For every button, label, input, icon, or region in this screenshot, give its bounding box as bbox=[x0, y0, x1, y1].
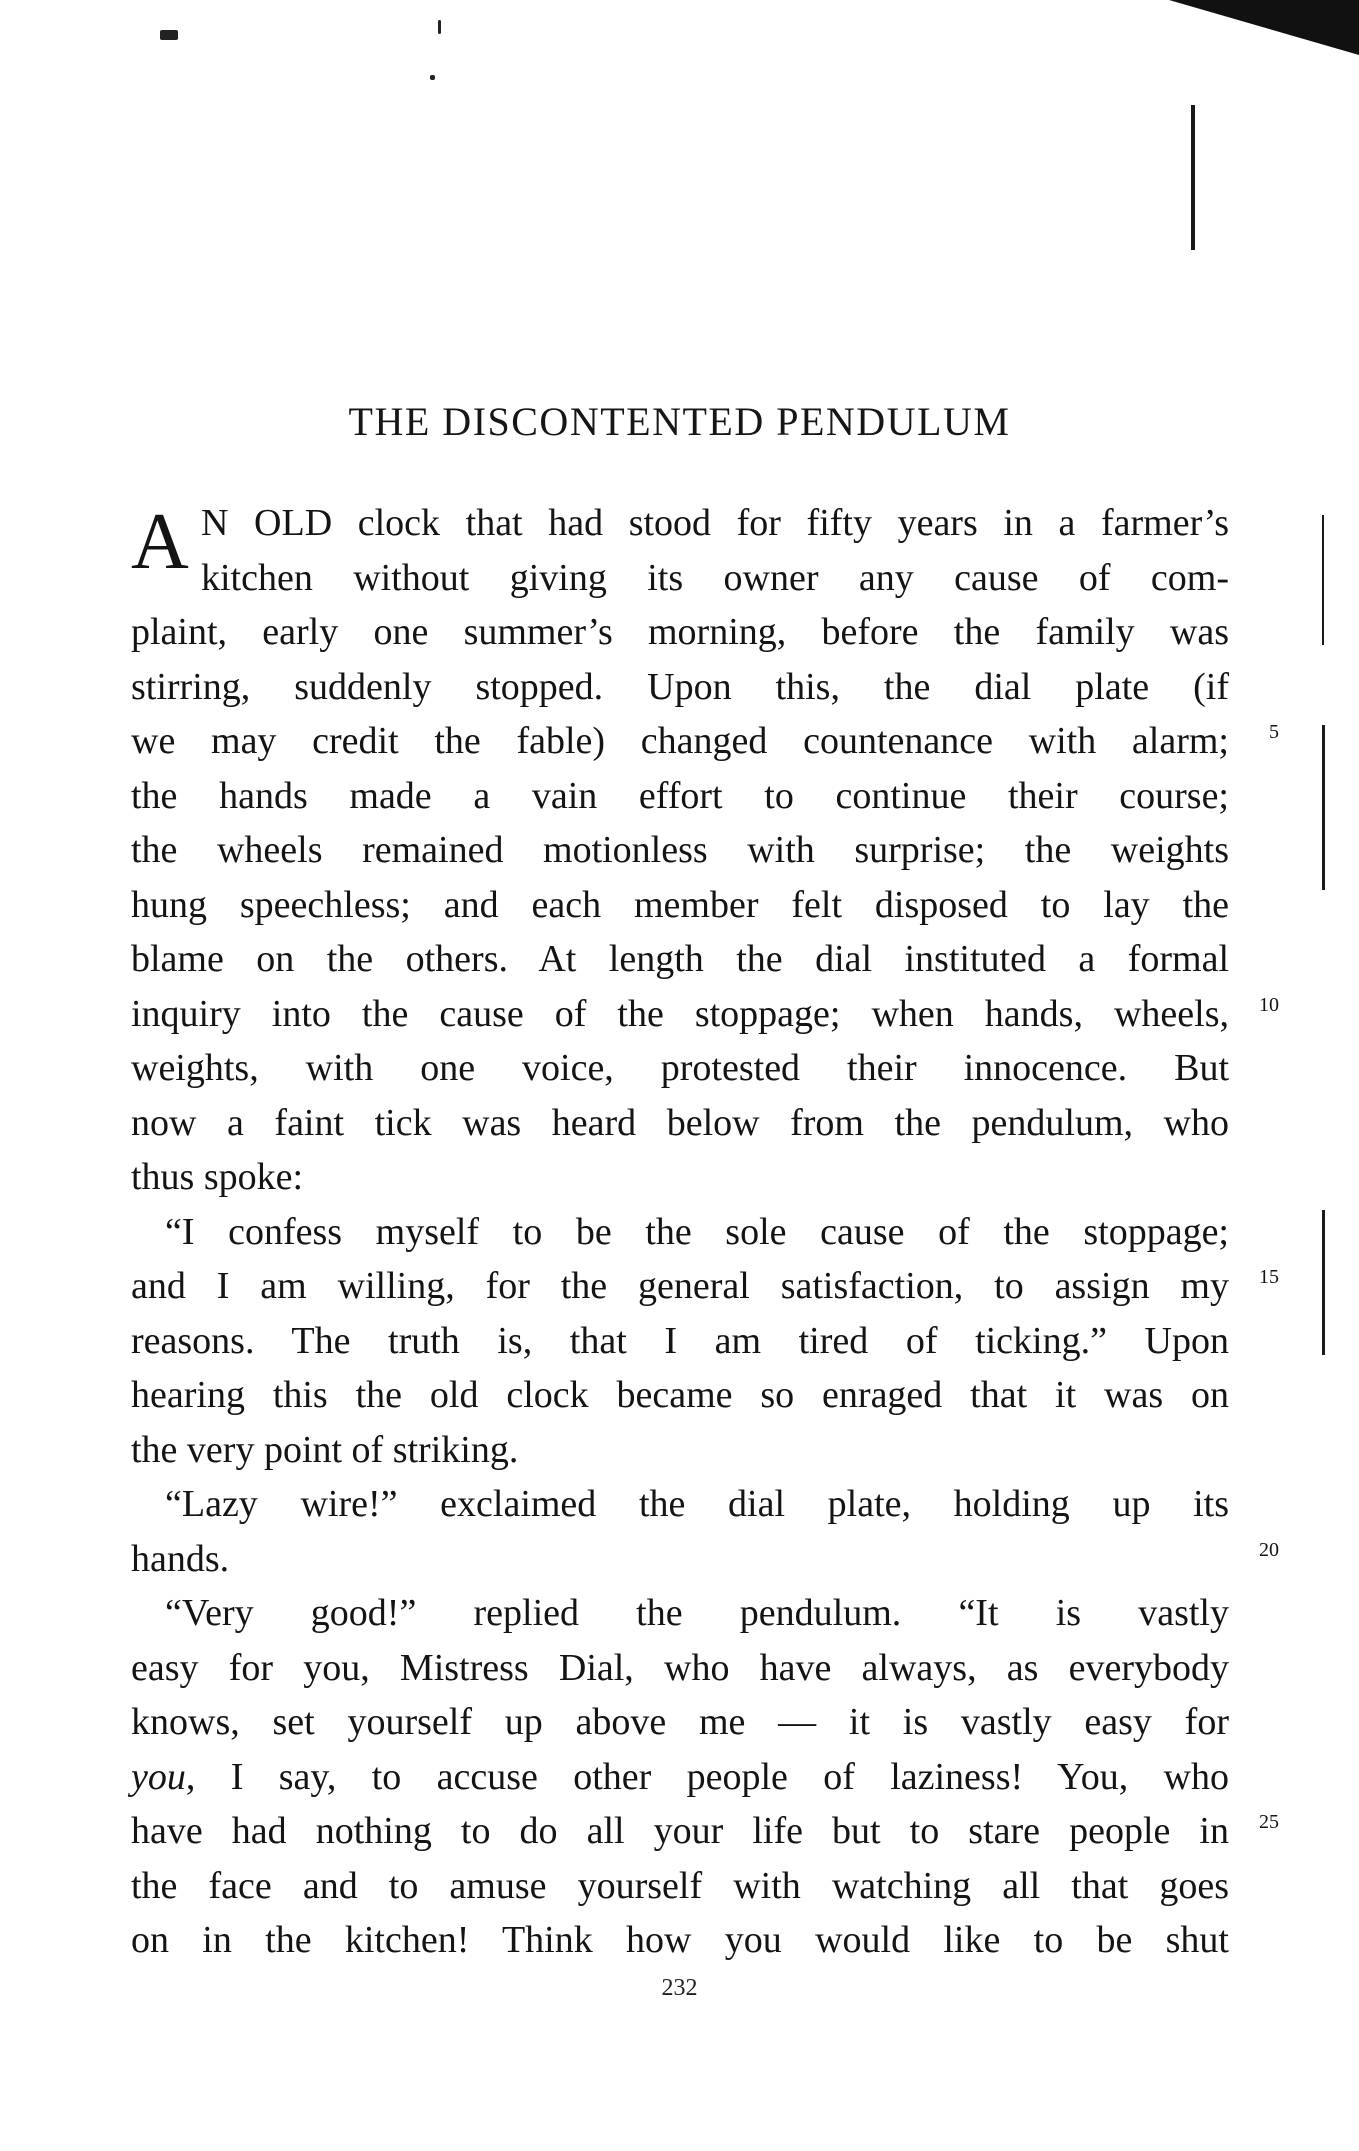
text-line: the face and to amuse yourself with watching all that goes bbox=[131, 1864, 1229, 1907]
scan-speck bbox=[160, 30, 178, 40]
scan-margin-mark bbox=[1191, 105, 1195, 250]
text-line: “I confess myself to be the sole cause of the stoppage; bbox=[165, 1210, 1229, 1253]
text-line: hands. 20 bbox=[131, 1537, 1279, 1580]
text-line: kitchen without giving its owner any cause of com- bbox=[201, 556, 1229, 599]
line-number: 5 bbox=[1269, 721, 1279, 743]
text-line: stirring, suddenly stopped. Upon this, the dial plate (if bbox=[131, 665, 1229, 708]
scan-speck bbox=[430, 75, 435, 80]
text-line: have had nothing to do all your life but to stare people in 25 bbox=[131, 1810, 1279, 1852]
text-line: weights, with one voice, protested their innocence. But bbox=[131, 1047, 1229, 1089]
text-line: easy for you, Mistress Dial, who have always, as everybody bbox=[131, 1646, 1229, 1689]
chapter-title: THE DISCONTENTED PENDULUM bbox=[348, 399, 1011, 444]
text-line: the hands made a vain effort to continue their course; bbox=[131, 774, 1229, 817]
line-number: 15 bbox=[1259, 1266, 1279, 1288]
text-line: now a faint tick was heard below from the pendulum, who bbox=[131, 1101, 1229, 1144]
text-line: we may credit the fable) changed countenance with alarm; 5 bbox=[131, 720, 1279, 762]
margin-rule bbox=[1322, 1210, 1325, 1355]
text-line: reasons. The truth is, that I am tired of ticking.” Upon bbox=[131, 1319, 1229, 1362]
margin-rule bbox=[1322, 725, 1325, 890]
text-line: on in the kitchen! Think how you would like to be shut bbox=[131, 1919, 1229, 1961]
text-line: hearing this the old clock became so enraged that it was on bbox=[131, 1374, 1229, 1416]
drop-cap: A bbox=[131, 498, 189, 586]
text-line: hung speechless; and each member felt disposed to lay the bbox=[131, 883, 1229, 926]
scan-corner-shadow bbox=[1169, 0, 1359, 55]
line-number: 20 bbox=[1259, 1538, 1279, 1561]
text-line: blame on the others. At length the dial instituted a formal bbox=[131, 938, 1229, 980]
text-line: inquiry into the cause of the stoppage; when hands, wheels, 10 bbox=[131, 992, 1279, 1035]
text-line: you, I say, to accuse other people of laziness! You, who bbox=[131, 1755, 1229, 1798]
text-line: “Very good!” replied the pendulum. “It is vastly bbox=[165, 1592, 1229, 1634]
line-number: 25 bbox=[1259, 1811, 1279, 1833]
text-line: N OLD clock that had stood for fifty years in a farmer’s bbox=[201, 502, 1229, 544]
line-number: 10 bbox=[1259, 993, 1279, 1016]
margin-rule bbox=[1322, 515, 1324, 645]
text-line: knows, set yourself up above me — it is vastly easy for bbox=[131, 1701, 1229, 1743]
text-line: and I am willing, for the general satisfaction, to assign my 15 bbox=[131, 1265, 1279, 1307]
text-line: the wheels remained motionless with surprise; the weights bbox=[131, 829, 1229, 871]
text-line: plaint, early one summer’s morning, before the family was bbox=[131, 611, 1229, 653]
scan-speck bbox=[438, 20, 441, 34]
text-line: thus spoke: bbox=[131, 1156, 304, 1198]
body-text bbox=[131, 496, 1279, 1968]
page-number: 232 bbox=[661, 1975, 698, 2001]
text-line: the very point of striking. bbox=[131, 1428, 519, 1471]
text-line: “Lazy wire!” exclaimed the dial plate, holding up its bbox=[165, 1483, 1229, 1525]
